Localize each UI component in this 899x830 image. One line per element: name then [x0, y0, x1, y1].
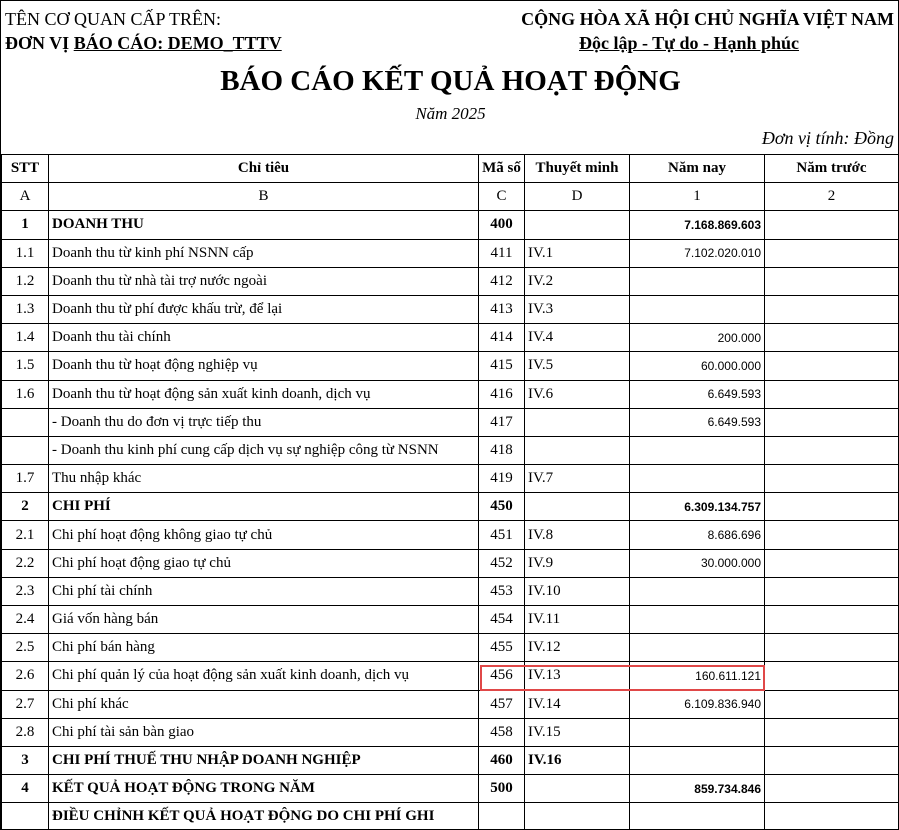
table-row	[2, 239, 899, 267]
row-indicator: Chi phí bán hàng	[49, 634, 479, 662]
row-indicator: Doanh thu từ hoạt động nghiệp vụ	[49, 352, 479, 380]
row-stt: 2.8	[2, 718, 49, 746]
row-this-year	[630, 465, 765, 493]
row-last-year	[765, 634, 899, 662]
col-note: Thuyết minh	[525, 155, 630, 183]
row-last-year	[765, 662, 899, 690]
table-row	[2, 606, 899, 634]
row-last-year	[765, 549, 899, 577]
table-row	[2, 549, 899, 577]
row-note: IV.14	[525, 690, 630, 718]
row-this-year: 60.000.000	[630, 352, 765, 380]
row-indicator: Doanh thu từ phí được khấu trừ, để lại	[49, 295, 479, 323]
row-code: 455	[479, 634, 525, 662]
row-last-year	[765, 436, 899, 464]
row-note	[525, 775, 630, 803]
row-code: 458	[479, 718, 525, 746]
row-stt: 1.3	[2, 295, 49, 323]
row-indicator: Chi phí tài chính	[49, 577, 479, 605]
results-table	[1, 154, 899, 830]
row-note: IV.16	[525, 746, 630, 774]
col-last-year: Năm trước	[765, 155, 899, 183]
row-indicator: Chi phí hoạt động giao tự chủ	[49, 549, 479, 577]
row-last-year	[765, 211, 899, 239]
row-note: IV.5	[525, 352, 630, 380]
row-code	[479, 803, 525, 830]
row-stt: 1.2	[2, 267, 49, 295]
row-note	[525, 408, 630, 436]
row-indicator: Doanh thu tài chính	[49, 324, 479, 352]
row-indicator: Doanh thu từ kinh phí NSNN cấp	[49, 239, 479, 267]
row-this-year: 6.309.134.757	[630, 493, 765, 521]
row-indicator: Doanh thu từ nhà tài trợ nước ngoài	[49, 267, 479, 295]
row-last-year	[765, 295, 899, 323]
row-this-year: 859.734.846	[630, 775, 765, 803]
row-indicator: Doanh thu từ hoạt động sản xuất kinh doanh, dịch vụ	[49, 380, 479, 408]
table-row	[2, 746, 899, 774]
row-code: 453	[479, 577, 525, 605]
code-d: D	[525, 183, 630, 211]
row-code: 414	[479, 324, 525, 352]
row-last-year	[765, 775, 899, 803]
row-last-year	[765, 267, 899, 295]
col-code: Mã số	[479, 155, 525, 183]
row-note: IV.6	[525, 380, 630, 408]
column-code-row	[2, 183, 899, 211]
row-note	[525, 803, 630, 830]
row-stt: 1.7	[2, 465, 49, 493]
row-stt: 3	[2, 746, 49, 774]
reporting-unit-value: BÁO CÁO: DEMO_TTTV	[73, 33, 282, 53]
row-this-year	[630, 634, 765, 662]
row-indicator: CHI PHÍ	[49, 493, 479, 521]
table-row	[2, 352, 899, 380]
table-row	[2, 521, 899, 549]
row-code: 415	[479, 352, 525, 380]
row-code: 457	[479, 690, 525, 718]
code-2: 2	[765, 183, 899, 211]
row-code: 411	[479, 239, 525, 267]
row-code: 451	[479, 521, 525, 549]
row-indicator: - Doanh thu do đơn vị trực tiếp thu	[49, 408, 479, 436]
row-stt: 2.5	[2, 634, 49, 662]
row-this-year: 7.168.869.603	[630, 211, 765, 239]
row-note	[525, 493, 630, 521]
code-c: C	[479, 183, 525, 211]
row-note: IV.1	[525, 239, 630, 267]
row-this-year	[630, 606, 765, 634]
row-stt: 4	[2, 775, 49, 803]
row-note: IV.13	[525, 662, 630, 690]
row-stt	[2, 803, 49, 830]
row-this-year: 6.649.593	[630, 380, 765, 408]
row-indicator: CHI PHÍ THUẾ THU NHẬP DOANH NGHIỆP	[49, 746, 479, 774]
row-code: 419	[479, 465, 525, 493]
code-a: A	[2, 183, 49, 211]
row-indicator: Chi phí hoạt động không giao tự chủ	[49, 521, 479, 549]
row-this-year: 160.611.121	[630, 662, 765, 690]
row-indicator: ĐIỀU CHỈNH KẾT QUẢ HOẠT ĐỘNG DO CHI PHÍ GHI	[49, 803, 479, 830]
row-note: IV.12	[525, 634, 630, 662]
row-this-year: 7.102.020.010	[630, 239, 765, 267]
row-this-year	[630, 718, 765, 746]
table-row	[2, 803, 899, 830]
row-note: IV.9	[525, 549, 630, 577]
row-last-year	[765, 380, 899, 408]
row-note: IV.15	[525, 718, 630, 746]
row-stt: 1.5	[2, 352, 49, 380]
table-row	[2, 577, 899, 605]
table-row	[2, 408, 899, 436]
row-stt: 2.2	[2, 549, 49, 577]
row-last-year	[765, 408, 899, 436]
row-stt: 2.1	[2, 521, 49, 549]
row-stt: 2	[2, 493, 49, 521]
row-code: 413	[479, 295, 525, 323]
currency-unit: Đơn vị tính: Đồng	[761, 128, 894, 148]
report-title: BÁO CÁO KẾT QUẢ HOẠT ĐỘNG	[220, 65, 681, 97]
row-stt: 1.1	[2, 239, 49, 267]
table-row	[2, 324, 899, 352]
row-indicator: Giá vốn hàng bán	[49, 606, 479, 634]
row-indicator: Chi phí khác	[49, 690, 479, 718]
row-code: 418	[479, 436, 525, 464]
row-last-year	[765, 606, 899, 634]
row-this-year: 30.000.000	[630, 549, 765, 577]
table-row	[2, 211, 899, 239]
row-stt: 1.4	[2, 324, 49, 352]
row-this-year	[630, 803, 765, 830]
table-row	[2, 493, 899, 521]
table-row	[2, 690, 899, 718]
row-last-year	[765, 746, 899, 774]
table-row	[2, 465, 899, 493]
row-this-year: 6.109.836.940	[630, 690, 765, 718]
row-note	[525, 211, 630, 239]
row-last-year	[765, 521, 899, 549]
row-code: 454	[479, 606, 525, 634]
row-this-year: 6.649.593	[630, 408, 765, 436]
row-last-year	[765, 352, 899, 380]
row-code: 456	[479, 662, 525, 690]
col-stt: STT	[2, 155, 49, 183]
row-last-year	[765, 324, 899, 352]
row-this-year	[630, 267, 765, 295]
row-note: IV.10	[525, 577, 630, 605]
code-1: 1	[630, 183, 765, 211]
row-code: 400	[479, 211, 525, 239]
column-header-row	[2, 155, 899, 183]
row-stt: 2.3	[2, 577, 49, 605]
col-indicator: Chỉ tiêu	[49, 155, 479, 183]
reporting-unit	[5, 33, 282, 54]
row-note: IV.8	[525, 521, 630, 549]
code-b: B	[49, 183, 479, 211]
col-this-year: Năm nay	[630, 155, 765, 183]
row-indicator: DOANH THU	[49, 211, 479, 239]
row-stt: 2.6	[2, 662, 49, 690]
row-indicator: Thu nhập khác	[49, 465, 479, 493]
row-stt: 1	[2, 211, 49, 239]
row-note: IV.4	[525, 324, 630, 352]
row-last-year	[765, 690, 899, 718]
row-code: 417	[479, 408, 525, 436]
table-row	[2, 775, 899, 803]
row-last-year	[765, 465, 899, 493]
row-last-year	[765, 239, 899, 267]
row-indicator: Chi phí quản lý của hoạt động sản xuất kinh doanh, dịch vụ	[49, 662, 479, 690]
row-note: IV.7	[525, 465, 630, 493]
table-row	[2, 662, 899, 690]
row-code: 450	[479, 493, 525, 521]
table-row	[2, 436, 899, 464]
table-row	[2, 295, 899, 323]
row-note: IV.11	[525, 606, 630, 634]
row-code: 452	[479, 549, 525, 577]
row-this-year: 200.000	[630, 324, 765, 352]
national-motto: Độc lập - Tự do - Hạnh phúc	[579, 33, 800, 53]
row-code: 416	[479, 380, 525, 408]
row-code: 460	[479, 746, 525, 774]
reporting-unit-prefix: ĐƠN VỊ	[5, 33, 74, 53]
row-stt: 2.4	[2, 606, 49, 634]
row-code: 500	[479, 775, 525, 803]
row-this-year	[630, 746, 765, 774]
row-this-year: 8.686.696	[630, 521, 765, 549]
table-row	[2, 634, 899, 662]
row-stt	[2, 436, 49, 464]
republic-heading: CỘNG HÒA XÃ HỘI CHỦ NGHĨA VIỆT NAM	[521, 9, 894, 29]
table-row	[2, 380, 899, 408]
parent-agency-label: TÊN CƠ QUAN CẤP TRÊN:	[5, 9, 222, 29]
row-last-year	[765, 803, 899, 830]
row-code: 412	[479, 267, 525, 295]
row-stt: 1.6	[2, 380, 49, 408]
row-this-year	[630, 436, 765, 464]
row-last-year	[765, 577, 899, 605]
row-note: IV.3	[525, 295, 630, 323]
table-row	[2, 267, 899, 295]
row-stt: 2.7	[2, 690, 49, 718]
row-this-year	[630, 295, 765, 323]
table-row	[2, 718, 899, 746]
row-indicator: - Doanh thu kinh phí cung cấp dịch vụ sự nghiệp công từ NSNN	[49, 436, 479, 464]
row-last-year	[765, 718, 899, 746]
report-year: Năm 2025	[415, 104, 486, 123]
row-indicator: KẾT QUẢ HOẠT ĐỘNG TRONG NĂM	[49, 775, 479, 803]
row-this-year	[630, 577, 765, 605]
row-indicator: Chi phí tài sản bàn giao	[49, 718, 479, 746]
row-note: IV.2	[525, 267, 630, 295]
row-stt	[2, 408, 49, 436]
row-note	[525, 436, 630, 464]
row-last-year	[765, 493, 899, 521]
